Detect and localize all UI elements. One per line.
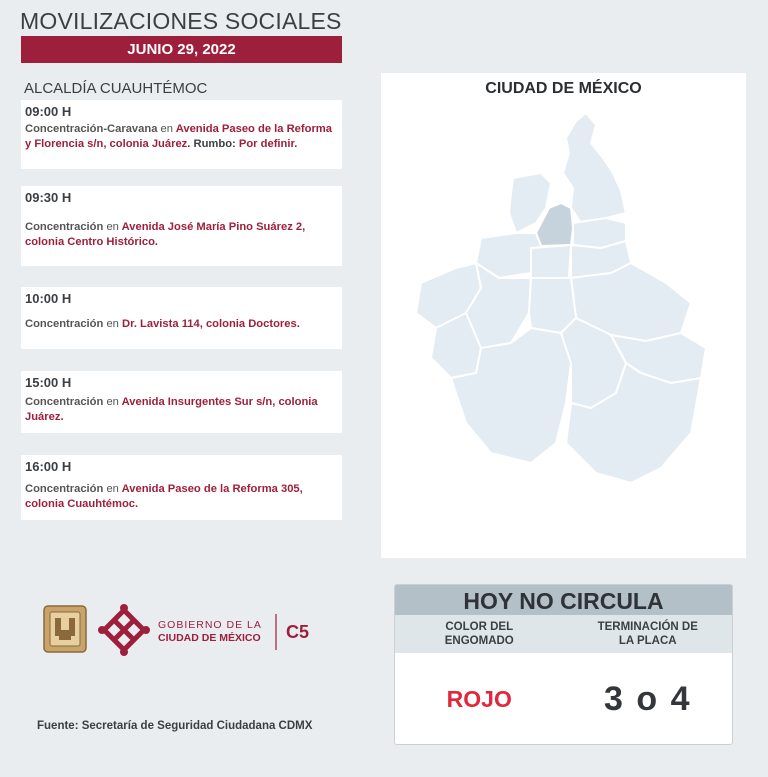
event-description — [25, 317, 336, 332]
event-time: 09:30 H — [25, 190, 72, 205]
alcaldia-heading: ALCALDÍA CUAUHTÉMOC — [24, 80, 208, 97]
event-card — [21, 371, 342, 433]
hnc-subheader — [395, 615, 732, 653]
event-type: Concentración-Caravana — [25, 123, 158, 135]
cdmx-map — [381, 73, 746, 558]
hnc-title: HOY NO CIRCULA — [395, 585, 732, 615]
event-place: Avenida José María Pino Suárez 2, colonia Centro Histórico. — [25, 221, 306, 248]
hnc-plate-value: 3 o 4 — [604, 679, 692, 718]
event-card — [21, 100, 342, 169]
date-banner — [21, 36, 342, 63]
event-type: Concentración — [25, 396, 104, 408]
source-note: Fuente: Secretaría de Seguridad Ciudadana CDMX — [37, 720, 313, 732]
event-place: Avenida Insurgentes Sur s/n, colonia Juárez. — [25, 396, 318, 423]
event-card — [21, 455, 342, 520]
map-title: CIUDAD DE MÉXICO — [485, 80, 642, 97]
event-connector: en — [160, 123, 173, 135]
event-card — [21, 287, 342, 349]
event-description — [25, 482, 336, 512]
hnc-color-header — [395, 615, 564, 653]
event-place: Dr. Lavista 114, colonia Doctores. — [122, 318, 300, 330]
hnc-plate-header-line1: TERMINACIÓN DE — [597, 621, 698, 633]
hnc-plate-header — [564, 615, 733, 653]
map-region-benito-juarez — [531, 245, 571, 278]
gobierno-cdmx-emblem-icon — [98, 604, 150, 656]
event-connector: en — [106, 483, 119, 495]
hnc-color-header-line2: ENGOMADO — [444, 635, 514, 647]
event-type: Concentración — [25, 483, 104, 495]
event-route-label: Rumbo: — [193, 138, 236, 150]
event-description — [25, 395, 336, 425]
event-description — [25, 122, 336, 152]
event-route: Por definir. — [238, 138, 298, 150]
gov-line1: GOBIERNO DE LA — [158, 619, 262, 631]
hoy-no-circula-card — [394, 584, 733, 745]
hnc-color-header-line1: COLOR DEL — [445, 621, 514, 633]
hnc-color-value: ROJO — [446, 685, 512, 712]
c5-logo: C5 — [286, 622, 310, 642]
logos-graphic — [42, 600, 332, 660]
event-description — [25, 220, 336, 250]
date-text: JUNIO 29, 2022 — [127, 41, 236, 58]
map-panel — [381, 73, 746, 558]
event-place: Avenida Paseo de la Reforma y Florencia s/n, colonia Juárez. — [25, 123, 332, 150]
event-connector: en — [106, 318, 119, 330]
logos-row — [42, 600, 332, 660]
event-card — [21, 186, 342, 266]
event-place: Avenida Paseo de la Reforma 305, colonia Cuauhtémoc. — [25, 483, 303, 510]
event-time: 16:00 H — [25, 459, 72, 474]
event-connector: en — [106, 221, 119, 233]
gov-line2: CIUDAD DE MÉXICO — [158, 632, 261, 644]
page-title: MOVILIZACIONES SOCIALES — [20, 8, 342, 34]
event-time: 15:00 H — [25, 375, 72, 390]
hnc-plate-header-line2: LA PLACA — [618, 635, 677, 647]
hnc-values — [395, 653, 732, 745]
event-connector: en — [106, 396, 119, 408]
event-type: Concentración — [25, 318, 104, 330]
event-type: Concentración — [25, 221, 104, 233]
event-time: 09:00 H — [25, 104, 72, 119]
event-time: 10:00 H — [25, 291, 72, 306]
map-region-gam — [563, 113, 626, 223]
cdmx-shield-icon — [44, 606, 86, 652]
